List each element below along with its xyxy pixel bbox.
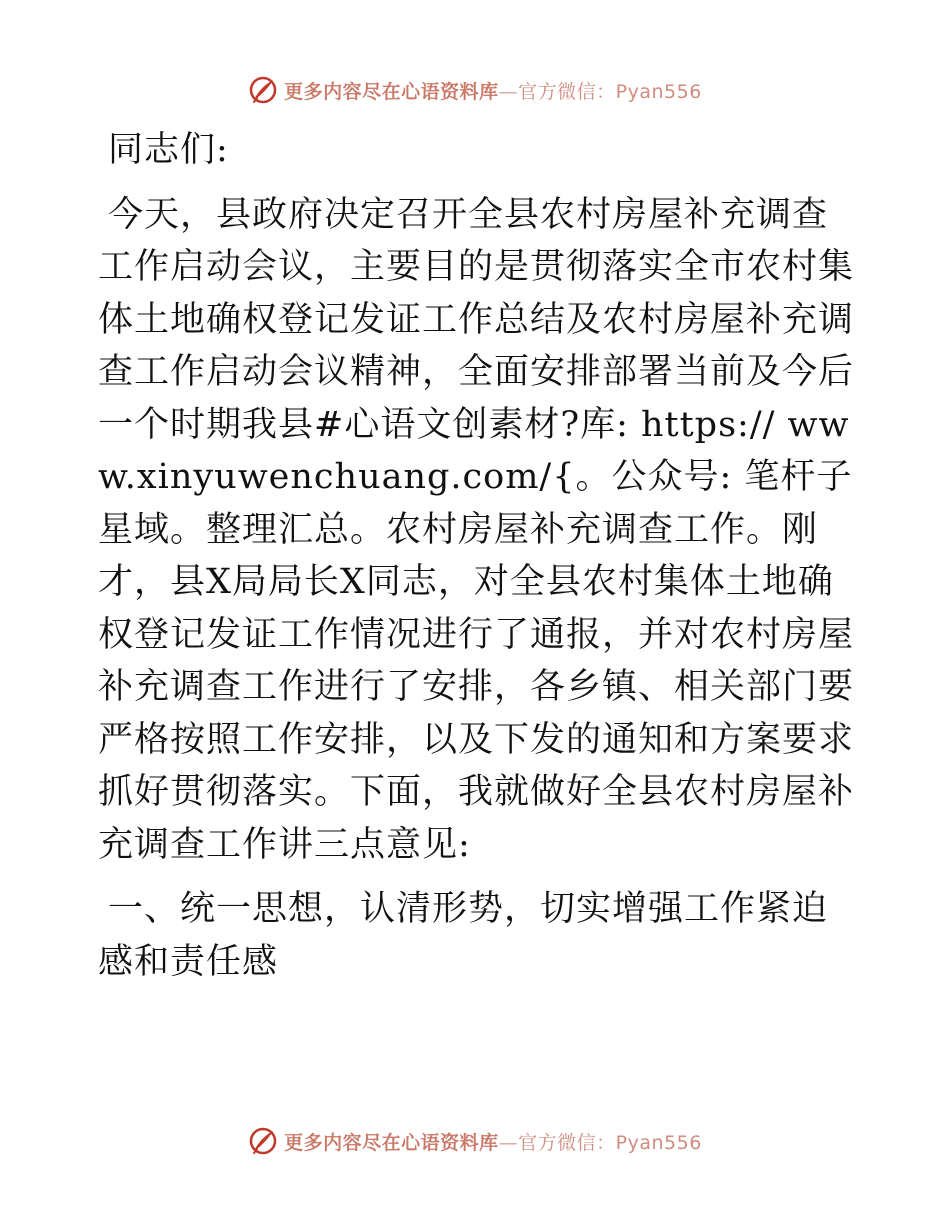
section-heading: 一、统一思想，认清形势，切实增强工作紧迫感和责任感 bbox=[98, 889, 829, 982]
banner-text bbox=[284, 77, 702, 104]
quill-pen-icon bbox=[248, 75, 278, 105]
banner-dash: — bbox=[498, 80, 519, 103]
footer-banner bbox=[0, 1119, 950, 1163]
salutation: 同志们: bbox=[108, 130, 229, 170]
header-banner bbox=[0, 68, 950, 112]
quill-pen-icon bbox=[248, 1126, 278, 1156]
document-body bbox=[98, 124, 858, 988]
banner-main-text: 更多内容尽在心语资料库 bbox=[284, 1131, 499, 1154]
banner-dash: — bbox=[498, 1131, 519, 1154]
banner-main-text: 更多内容尽在心语资料库 bbox=[284, 80, 499, 103]
banner-text bbox=[284, 1128, 702, 1155]
banner-wechat-text: 官方微信：Pyan556 bbox=[518, 1131, 702, 1154]
body-paragraph: 今天，县政府决定召开全县农村房屋补充调查工作启动会议，主要目的是贯彻落实全市农村集体土地确权登记发证工作总结及农村房屋补充调查工作启动会议精神，全面安排部署当前及今后一个时期我县#心语文创素材?库: https:// www.xinyuwenchuang.com/{。公众号: 笔杆子星域。整理汇总。农村房屋补充调查工作。刚才，县X局局长X同志，对全县农村集体土地确权登记发证工作情况进行了通报，并对农村房屋补充调查工作进行了安排，各乡镇、相关部门要严格按照工作安排，以及下发的通知和方案要求抓好贯彻落实。下面，我就做好全县农村房屋补充调查工作讲三点意见: bbox=[98, 194, 855, 865]
banner-wechat-text: 官方微信：Pyan556 bbox=[518, 80, 702, 103]
